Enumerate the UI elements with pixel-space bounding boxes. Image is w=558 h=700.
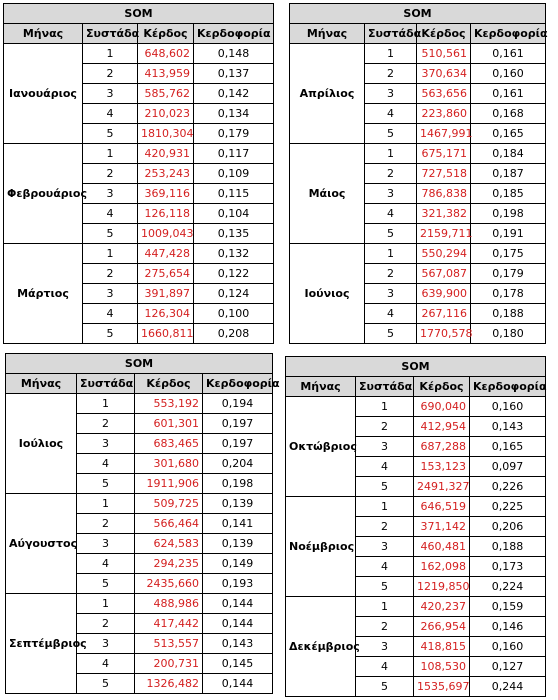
cluster-number: 5 (365, 224, 417, 244)
profitability-value: 0,197 (203, 414, 273, 434)
profit-value: 683,465 (135, 434, 203, 454)
profitability-value: 0,127 (470, 657, 546, 677)
profit-value: 1219,850 (414, 577, 470, 597)
profitability-value: 0,135 (194, 224, 274, 244)
cluster-number: 4 (365, 104, 417, 124)
profit-value: 294,235 (135, 554, 203, 574)
cluster-number: 1 (356, 397, 414, 417)
table-header-row (290, 24, 546, 44)
cluster-number: 3 (365, 184, 417, 204)
cluster-number: 4 (356, 457, 414, 477)
month-name: Μάιος (290, 144, 365, 244)
som-table-q1 (3, 3, 274, 344)
table-row (290, 144, 546, 164)
cluster-number: 2 (77, 414, 135, 434)
cluster-number: 3 (356, 537, 414, 557)
cluster-number: 1 (83, 244, 138, 264)
profit-value: 301,680 (135, 454, 203, 474)
som-table-body (6, 354, 280, 694)
profit-value: 417,442 (135, 614, 203, 634)
profit-value: 1810,304 (138, 124, 194, 144)
profitability-value: 0,179 (471, 264, 546, 284)
profitability-value: 0,160 (470, 637, 546, 657)
profit-value: 727,518 (417, 164, 471, 184)
month-name: Φεβρουάριος (4, 144, 83, 244)
profitability-value: 0,226 (470, 477, 546, 497)
cluster-number: 3 (356, 637, 414, 657)
profitability-value: 0,191 (471, 224, 546, 244)
cluster-number: 4 (365, 304, 417, 324)
cluster-number: 4 (83, 304, 138, 324)
table-row (6, 594, 273, 614)
table-title: SOM (286, 357, 546, 377)
profitability-value: 0,134 (194, 104, 274, 124)
profit-value: 2159,711 (417, 224, 471, 244)
column-header-month: Μήνας (286, 377, 356, 397)
table-title: SOM (290, 4, 546, 24)
profitability-value: 0,159 (470, 597, 546, 617)
profit-value: 648,602 (138, 44, 194, 64)
cluster-number: 5 (356, 477, 414, 497)
profit-value: 553,192 (135, 394, 203, 414)
cluster-number: 2 (83, 64, 138, 84)
month-name: Σεπτέμβριος (6, 594, 77, 694)
month-name: Δεκέμβριος (286, 597, 356, 697)
cluster-number: 4 (83, 104, 138, 124)
column-header-profit: Κέρδος (414, 377, 470, 397)
cluster-number: 5 (365, 124, 417, 144)
profit-value: 1770,578 (417, 324, 471, 344)
cluster-number: 5 (77, 474, 135, 494)
profitability-value: 0,178 (471, 284, 546, 304)
profitability-value: 0,184 (471, 144, 546, 164)
month-name: Ιούλιος (6, 394, 77, 494)
cluster-number: 3 (77, 634, 135, 654)
table-title-row (6, 354, 273, 374)
month-name: Απρίλιος (290, 44, 365, 144)
table-title-row (290, 4, 546, 24)
profit-value: 321,382 (417, 204, 471, 224)
profitability-value: 0,160 (471, 64, 546, 84)
profitability-value: 0,204 (203, 454, 273, 474)
profit-value: 687,288 (414, 437, 470, 457)
profitability-value: 0,160 (470, 397, 546, 417)
cluster-number: 4 (356, 657, 414, 677)
profit-value: 488,986 (135, 594, 203, 614)
cluster-number: 4 (77, 654, 135, 674)
profitability-value: 0,139 (203, 534, 273, 554)
profit-value: 1326,482 (135, 674, 203, 694)
profitability-value: 0,173 (470, 557, 546, 577)
table-row (290, 44, 546, 64)
column-header-profitability: Κερδοφορία (203, 374, 273, 394)
profit-value: 162,098 (414, 557, 470, 577)
column-header-profitability: Κερδοφορία (194, 24, 274, 44)
profitability-value: 0,142 (194, 84, 274, 104)
column-header-cluster: Συστάδα (77, 374, 135, 394)
cluster-number: 4 (77, 454, 135, 474)
profit-value: 601,301 (135, 414, 203, 434)
profit-value: 418,815 (414, 637, 470, 657)
profit-value: 1535,697 (414, 677, 470, 697)
profitability-value: 0,097 (470, 457, 546, 477)
profitability-value: 0,115 (194, 184, 274, 204)
profit-value: 126,118 (138, 204, 194, 224)
cluster-number: 2 (365, 264, 417, 284)
profitability-value: 0,188 (471, 304, 546, 324)
profitability-value: 0,208 (194, 324, 274, 344)
profitability-value: 0,141 (203, 514, 273, 534)
profit-value: 369,116 (138, 184, 194, 204)
profit-value: 412,954 (414, 417, 470, 437)
column-header-profit: Κέρδος (135, 374, 203, 394)
profitability-value: 0,197 (203, 434, 273, 454)
profit-value: 223,860 (417, 104, 471, 124)
month-name: Μάρτιος (4, 244, 83, 344)
cluster-number: 5 (356, 677, 414, 697)
profit-value: 126,304 (138, 304, 194, 324)
profitability-value: 0,187 (471, 164, 546, 184)
table-title-row (286, 357, 546, 377)
cluster-number: 5 (77, 674, 135, 694)
month-name: Ιούνιος (290, 244, 365, 344)
table-row (286, 597, 546, 617)
column-header-cluster: Συστάδα (356, 377, 414, 397)
profit-value: 2435,660 (135, 574, 203, 594)
profit-value: 420,931 (138, 144, 194, 164)
profit-value: 447,428 (138, 244, 194, 264)
profitability-value: 0,143 (470, 417, 546, 437)
profitability-value: 0,161 (471, 84, 546, 104)
cluster-number: 4 (356, 557, 414, 577)
profit-value: 646,519 (414, 497, 470, 517)
cluster-number: 1 (83, 144, 138, 164)
cluster-number: 3 (77, 434, 135, 454)
cluster-number: 1 (77, 394, 135, 414)
profitability-value: 0,117 (194, 144, 274, 164)
profit-value: 460,481 (414, 537, 470, 557)
som-table-q2 (289, 3, 546, 344)
profit-value: 153,123 (414, 457, 470, 477)
month-name: Ιανουάριος (4, 44, 83, 144)
profitability-value: 0,104 (194, 204, 274, 224)
column-header-cluster: Συστάδα (365, 24, 417, 44)
profitability-value: 0,161 (471, 44, 546, 64)
cluster-number: 4 (77, 554, 135, 574)
column-header-profit: Κέρδος (417, 24, 471, 44)
table-row (6, 394, 273, 414)
profit-value: 510,561 (417, 44, 471, 64)
cluster-number: 1 (365, 144, 417, 164)
profit-value: 566,464 (135, 514, 203, 534)
profit-value: 391,897 (138, 284, 194, 304)
profit-value: 585,762 (138, 84, 194, 104)
profitability-value: 0,124 (194, 284, 274, 304)
profitability-value: 0,185 (471, 184, 546, 204)
table-title: SOM (6, 354, 273, 374)
cluster-number: 1 (365, 44, 417, 64)
som-table-q3 (5, 353, 280, 694)
table-row (286, 497, 546, 517)
profit-value: 675,171 (417, 144, 471, 164)
cluster-number: 2 (365, 64, 417, 84)
profitability-value: 0,224 (470, 577, 546, 597)
cluster-number: 5 (83, 224, 138, 244)
profit-value: 108,530 (414, 657, 470, 677)
table-header-row (4, 24, 274, 44)
cluster-number: 1 (356, 597, 414, 617)
profit-value: 1660,811 (138, 324, 194, 344)
month-name: Αύγουστος (6, 494, 77, 594)
profitability-value: 0,144 (203, 674, 273, 694)
column-header-profitability: Κερδοφορία (470, 377, 546, 397)
som-table-body (290, 4, 546, 344)
column-header-month: Μήνας (6, 374, 77, 394)
column-header-profitability: Κερδοφορία (471, 24, 546, 44)
month-name: Οκτώβριος (286, 397, 356, 497)
profitability-value: 0,139 (203, 494, 273, 514)
som-table-body (286, 357, 546, 697)
profitability-value: 0,168 (471, 104, 546, 124)
profit-value: 624,583 (135, 534, 203, 554)
profitability-value: 0,137 (194, 64, 274, 84)
cluster-number: 2 (356, 517, 414, 537)
profit-value: 690,040 (414, 397, 470, 417)
profitability-value: 0,225 (470, 497, 546, 517)
profitability-value: 0,149 (203, 554, 273, 574)
column-header-cluster: Συστάδα (83, 24, 138, 44)
profit-value: 1911,906 (135, 474, 203, 494)
table-row (6, 494, 273, 514)
profit-value: 786,838 (417, 184, 471, 204)
profitability-value: 0,194 (203, 394, 273, 414)
profitability-value: 0,148 (194, 44, 274, 64)
table-title-row (4, 4, 274, 24)
cluster-number: 3 (365, 84, 417, 104)
table-row (290, 244, 546, 264)
profitability-value: 0,144 (203, 594, 273, 614)
cluster-number: 5 (365, 324, 417, 344)
cluster-number: 3 (83, 84, 138, 104)
cluster-number: 5 (356, 577, 414, 597)
cluster-number: 2 (83, 264, 138, 284)
table-row (4, 244, 274, 264)
cluster-number: 1 (77, 494, 135, 514)
profitability-value: 0,188 (470, 537, 546, 557)
table-header-row (6, 374, 273, 394)
profit-value: 513,557 (135, 634, 203, 654)
cluster-number: 3 (83, 284, 138, 304)
column-header-month: Μήνας (290, 24, 365, 44)
profit-value: 550,294 (417, 244, 471, 264)
profitability-value: 0,143 (203, 634, 273, 654)
cluster-number: 1 (77, 594, 135, 614)
cluster-number: 4 (83, 204, 138, 224)
profitability-value: 0,132 (194, 244, 274, 264)
column-header-month: Μήνας (4, 24, 83, 44)
profit-value: 210,023 (138, 104, 194, 124)
profitability-value: 0,122 (194, 264, 274, 284)
profit-value: 563,656 (417, 84, 471, 104)
cluster-number: 1 (365, 244, 417, 264)
profit-value: 1467,991 (417, 124, 471, 144)
profit-value: 639,900 (417, 284, 471, 304)
profitability-value: 0,144 (203, 614, 273, 634)
cluster-number: 2 (77, 614, 135, 634)
profit-value: 509,725 (135, 494, 203, 514)
cluster-number: 3 (356, 437, 414, 457)
cluster-number: 1 (356, 497, 414, 517)
month-name: Νοέμβριος (286, 497, 356, 597)
profit-value: 413,959 (138, 64, 194, 84)
som-table-q4 (285, 356, 546, 697)
profitability-value: 0,175 (471, 244, 546, 264)
som-table-body (4, 4, 274, 344)
table-row (4, 144, 274, 164)
profitability-value: 0,206 (470, 517, 546, 537)
cluster-number: 5 (77, 574, 135, 594)
profit-value: 1009,043 (138, 224, 194, 244)
cluster-number: 2 (365, 164, 417, 184)
profit-value: 275,654 (138, 264, 194, 284)
cluster-number: 2 (83, 164, 138, 184)
profitability-value: 0,180 (471, 324, 546, 344)
profit-value: 267,116 (417, 304, 471, 324)
profitability-value: 0,109 (194, 164, 274, 184)
profitability-value: 0,146 (470, 617, 546, 637)
cluster-number: 2 (356, 617, 414, 637)
cluster-number: 1 (83, 44, 138, 64)
profit-value: 370,634 (417, 64, 471, 84)
profit-value: 200,731 (135, 654, 203, 674)
cluster-number: 2 (356, 417, 414, 437)
profitability-value: 0,165 (470, 437, 546, 457)
cluster-number: 2 (77, 514, 135, 534)
profitability-value: 0,244 (470, 677, 546, 697)
table-title: SOM (4, 4, 274, 24)
table-header-row (286, 377, 546, 397)
table-row (4, 44, 274, 64)
cluster-number: 5 (83, 324, 138, 344)
profitability-value: 0,193 (203, 574, 273, 594)
profitability-value: 0,179 (194, 124, 274, 144)
profit-value: 2491,327 (414, 477, 470, 497)
cluster-number: 3 (365, 284, 417, 304)
profitability-value: 0,165 (471, 124, 546, 144)
profit-value: 371,142 (414, 517, 470, 537)
profit-value: 266,954 (414, 617, 470, 637)
profitability-value: 0,145 (203, 654, 273, 674)
profitability-value: 0,198 (203, 474, 273, 494)
cluster-number: 5 (83, 124, 138, 144)
table-row (286, 397, 546, 417)
cluster-number: 4 (365, 204, 417, 224)
profit-value: 567,087 (417, 264, 471, 284)
profit-value: 420,237 (414, 597, 470, 617)
profitability-value: 0,100 (194, 304, 274, 324)
profit-value: 253,243 (138, 164, 194, 184)
cluster-number: 3 (77, 534, 135, 554)
column-header-profit: Κέρδος (138, 24, 194, 44)
profitability-value: 0,198 (471, 204, 546, 224)
cluster-number: 3 (83, 184, 138, 204)
